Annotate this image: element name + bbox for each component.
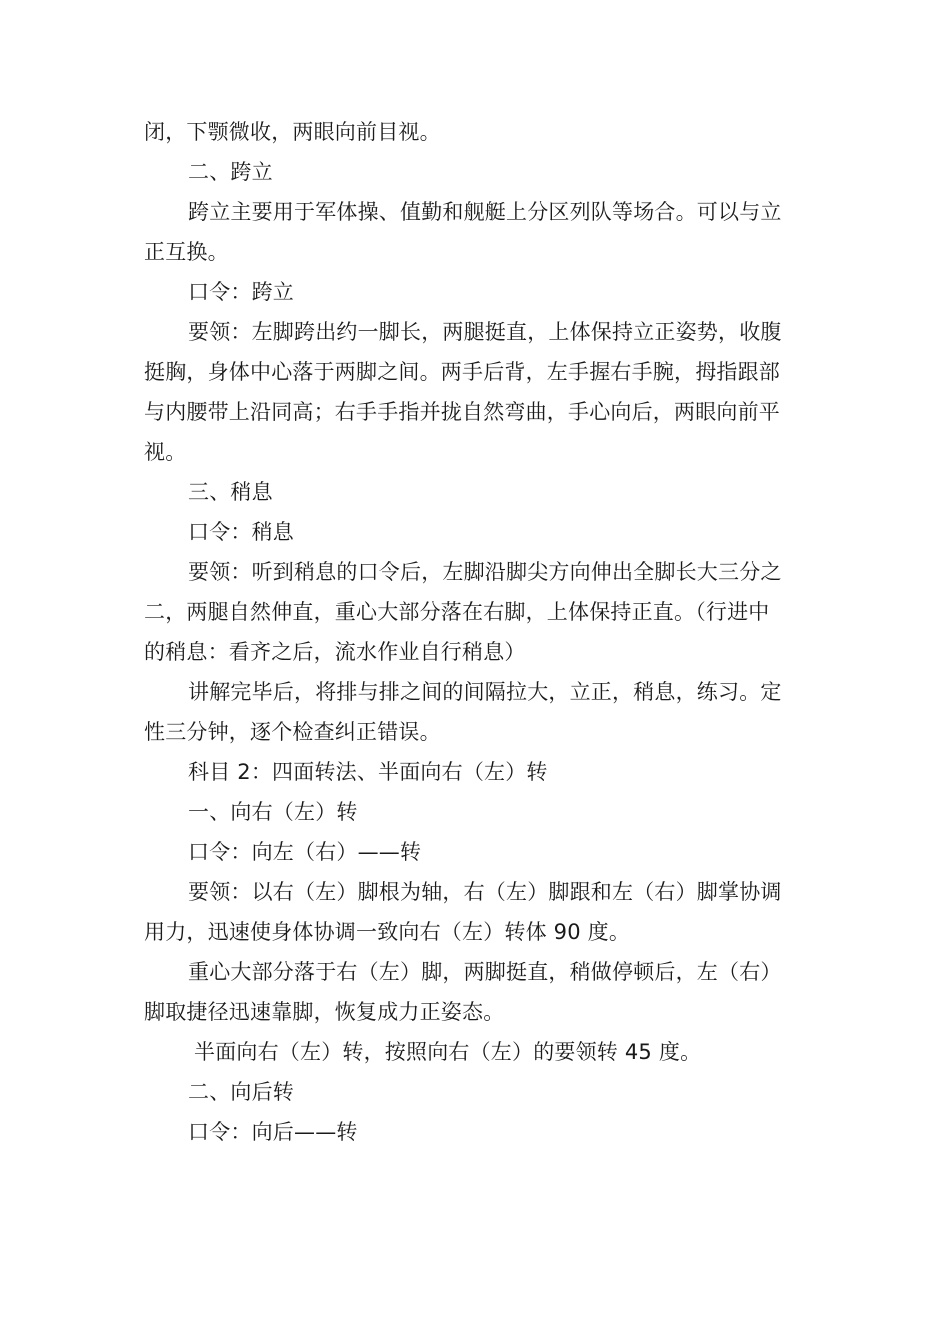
text-line: 的稍息：看齐之后，流水作业自行稍息） [144,640,526,664]
text-line: 视。 [144,440,187,464]
paragraph-turn-weight [144,952,808,1032]
section-heading-shaoxi [144,472,808,512]
text-line: 三、稍息 [188,480,273,504]
text-line: 口令：跨立 [188,280,294,304]
text-line: 性三分钟，逐个检查纠正错误。 [144,720,441,744]
text-line: 要领：左脚跨出约一脚长，两腿挺直，上体保持立正姿势，收腹 [188,320,782,344]
text-line: 跨立主要用于军体操、值勤和舰艇上分区列队等场合。可以与立 [188,200,782,224]
text-line: 闭，下颚微收，两眼向前目视。 [144,120,441,144]
paragraph-kuali-intro [144,192,808,272]
section-heading-kuali [144,152,808,192]
subject-heading-2 [144,752,808,792]
text-line: 脚取捷径迅速靠脚，恢复成力正姿态。 [144,1000,505,1024]
document-body [144,112,808,1152]
paragraph-practice [144,672,808,752]
text-line: 要领：以右（左）脚根为轴，右（左）脚跟和左（右）脚掌协调 [188,880,782,904]
text-line: 半面向右（左）转，按照向右（左）的要领转 45 度。 [194,1040,702,1064]
text-line: 科目 2：四面转法、半面向右（左）转 [188,760,548,784]
text-line: 要领：听到稍息的口令后，左脚沿脚尖方向伸出全脚长大三分之 [188,560,782,584]
text-line: 重心大部分落于右（左）脚，两脚挺直，稍做停顿后，左（右） [188,960,782,984]
text-line: 讲解完毕后，将排与排之间的间隔拉大，立正，稍息，练习。定 [188,680,782,704]
paragraph-kuali-essentials [144,312,808,472]
paragraph-continuation [144,112,808,152]
text-line: 二、跨立 [188,160,273,184]
text-line: 口令：向后——转 [188,1120,358,1144]
paragraph-turn-essentials [144,872,808,952]
command-turn [144,832,808,872]
text-line: 挺胸，身体中心落于两脚之间。两手后背，左手握右手腕，拇指跟部 [144,360,780,384]
text-line: 正互换。 [144,240,229,264]
text-line: 二、向后转 [188,1080,294,1104]
text-line: 一、向右（左）转 [188,800,358,824]
command-shaoxi [144,512,808,552]
paragraph-half-turn [144,1032,808,1072]
section-heading-about-turn [144,1072,808,1112]
text-line: 二，两腿自然伸直，重心大部分落在右脚，上体保持正直。（行进中 [144,600,770,624]
paragraph-shaoxi-essentials [144,552,808,672]
command-about-turn [144,1112,808,1152]
text-line: 与内腰带上沿同高；右手手指并拢自然弯曲，手心向后，两眼向前平 [144,400,780,424]
text-line: 口令：向左（右）——转 [188,840,422,864]
text-line: 用力，迅速使身体协调一致向右（左）转体 90 度。 [144,920,631,944]
text-line: 口令：稍息 [188,520,294,544]
section-heading-turn-right [144,792,808,832]
command-kuali [144,272,808,312]
